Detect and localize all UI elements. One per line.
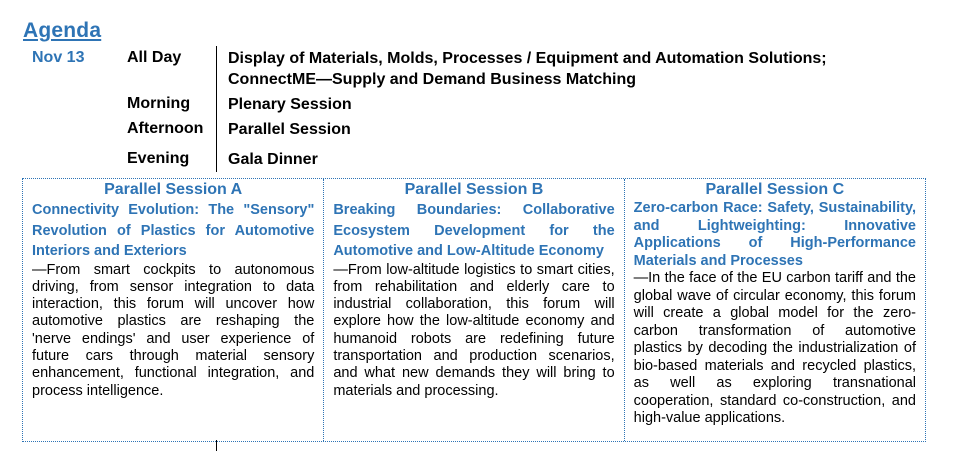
schedule-text-morning: Plenary Session <box>228 96 352 113</box>
schedule-label-morning: Morning <box>127 95 191 112</box>
schedule-text-evening: Gala Dinner <box>228 151 318 168</box>
schedule-label-evening: Evening <box>127 150 190 167</box>
schedule-text-afternoon: Parallel Session <box>228 121 351 138</box>
session-column-a <box>23 179 323 441</box>
schedule-line: Display of Materials, Molds, Processes / Equipment and Automation Solutions; <box>228 50 827 67</box>
schedule-label-all-day: All Day <box>127 49 182 66</box>
session-title: Parallel Session C <box>705 181 845 198</box>
agenda-title: Agenda <box>23 19 102 42</box>
session-description: —From smart cockpits to autonomous driving, from sensor integration to data interaction, this forum will uncover how automotive plastics are reshaping the 'nerve endings' and user experience of future cars through material sensory enhancement, functional integration, and process intelligence. <box>32 261 315 399</box>
session-description: —In the face of the EU carbon tariff and the global wave of circular economy, this forum will create a global model for the zero-carbon transformation of automotive plastics by decoding the industrialization of bio-based materials and recycled plastics, as well as exploring transnational cooperation, standard co-construction, and high-value applications. <box>633 270 916 426</box>
agenda-date: Nov 13 <box>32 49 85 66</box>
session-subtitle: Zero-carbon Race: Safety, Sustainability, and Lightweighting: Innovative Applications of High-Performance Materials and Processes <box>633 200 916 269</box>
schedule-text-all-day <box>228 48 827 90</box>
schedule-divider <box>216 46 217 172</box>
session-title: Parallel Session A <box>104 181 243 198</box>
session-column-b <box>323 179 623 441</box>
session-title: Parallel Session B <box>404 181 544 198</box>
session-subtitle: Connectivity Evolution: The "Sensory" Revolution of Plastics for Automotive Interiors and Exteriors <box>32 202 315 259</box>
session-column-c <box>624 179 925 441</box>
session-subtitle: Breaking Boundaries: Collaborative Ecosystem Development for the Automotive and Low-Altitude Economy <box>333 202 615 259</box>
session-description: —From low-altitude logistics to smart cities, from rehabilitation and elderly care to industrial collaboration, this forum will explore how the low-altitude economy and humanoid robots are redefining future transportation and production scenarios, and what new demands they will bring to materials and processing. <box>333 261 615 399</box>
schedule-label-afternoon: Afternoon <box>127 120 204 137</box>
schedule-line: ConnectME—Supply and Demand Business Matching <box>228 71 637 88</box>
parallel-sessions-table <box>22 178 926 442</box>
